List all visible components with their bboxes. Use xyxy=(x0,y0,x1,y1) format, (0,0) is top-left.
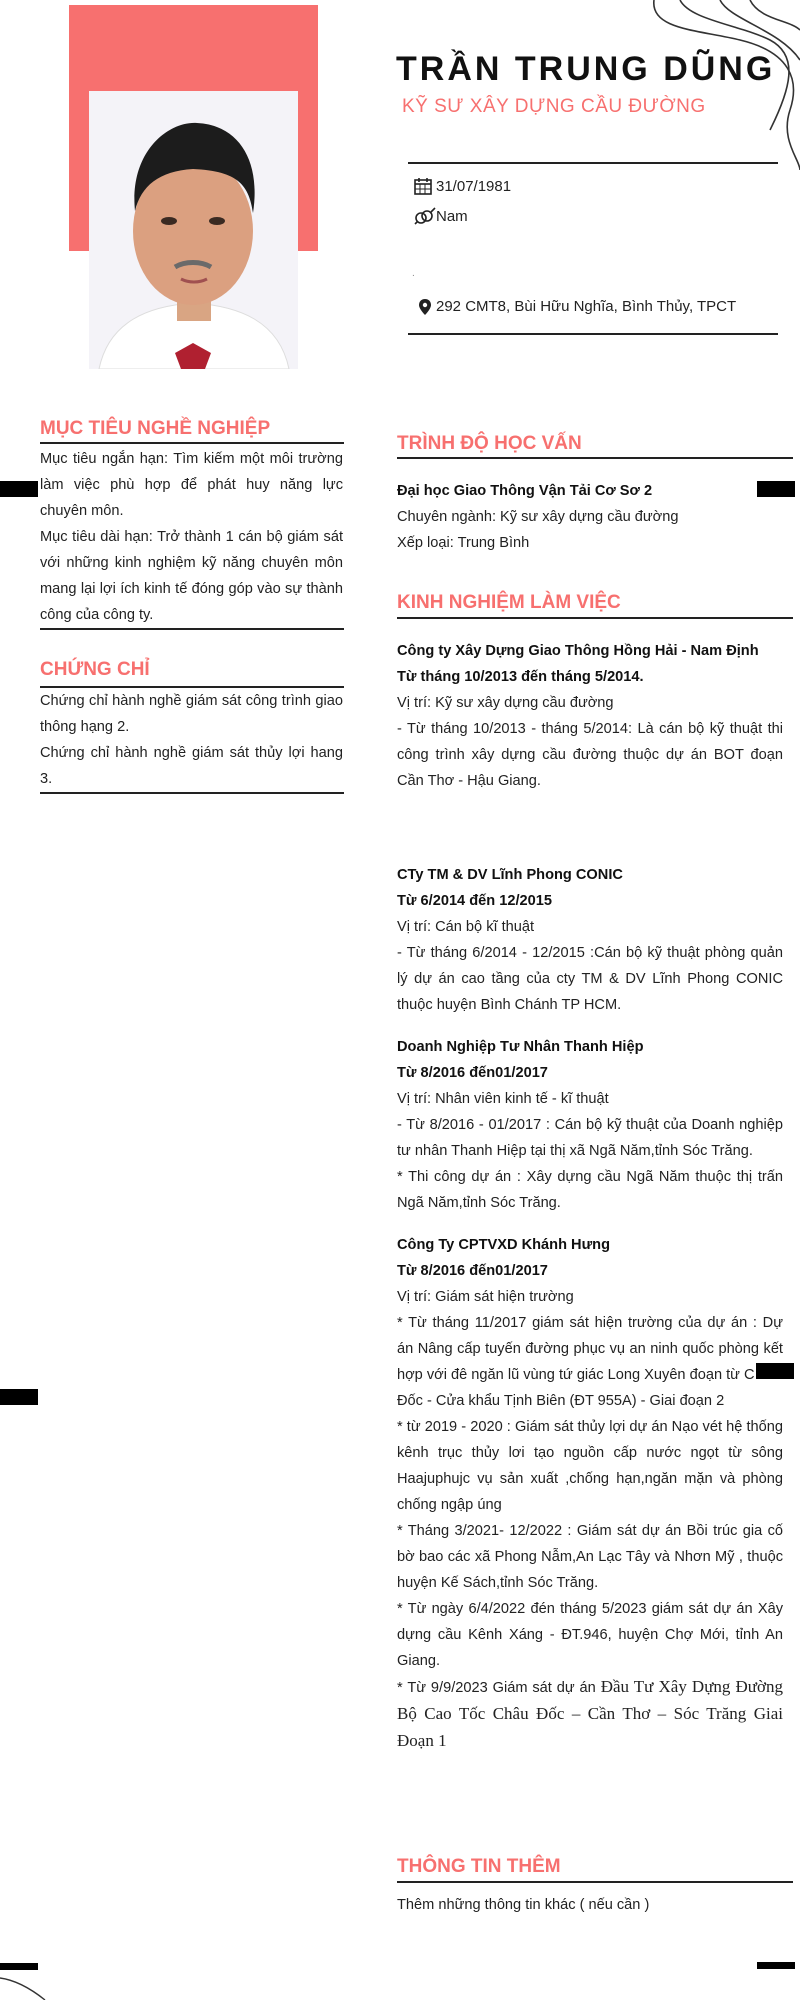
job-line: Vị trí: Kỹ sư xây dựng cầu đường xyxy=(397,695,614,711)
gender: Nam xyxy=(436,208,468,225)
education-rank: Xếp loại: Trung Bình xyxy=(397,535,530,551)
certificates-list xyxy=(40,688,343,792)
objective-text xyxy=(40,446,343,628)
job-line: * Từ tháng 11/2017 giám sát hiện trường của dự án : Dự án Nâng cấp tuyến đường phục vụ an ninh quốc phòng kết hợp với đê ngăn lũ vùng tứ giác Long Xuyên đoạn từ C xyxy=(397,1315,783,1383)
redaction-bar xyxy=(0,1963,38,1970)
objective-divider-top xyxy=(40,442,344,444)
job-entry-1 xyxy=(397,638,783,794)
job-line: * Từ ngày 6/4/2022 đén tháng 5/2023 giám sát dự án Xây dựng cầu Kênh Xáng - ĐT.946, huyện Chợ Mới, tỉnh An Giang. xyxy=(397,1601,783,1669)
job-company: CTy TM & DV Lĩnh Phong CONIC xyxy=(397,867,623,883)
job-period: Từ 6/2014 đến 12/2015 xyxy=(397,893,552,909)
job-line: Đốc - Cửa khẩu Tịnh Biên (ĐT 955A) - Giai đoạn 2 xyxy=(397,1393,725,1409)
education-major: Chuyên ngành: Kỹ sư xây dựng cầu đường xyxy=(397,509,679,525)
job-period: Từ 8/2016 đến01/2017 xyxy=(397,1065,548,1081)
education-block xyxy=(397,478,783,556)
objective-long-term: Mục tiêu dài hạn: Trở thành 1 cán bộ giám sát với những kinh nghiệm kỹ năng chuyên môn mang lại lợi ích kinh tế đóng góp vào sự thành công của công ty. xyxy=(40,529,343,623)
redaction-bar xyxy=(757,481,795,497)
person-portrait-icon xyxy=(89,91,298,369)
address: 292 CMT8, Bùi Hữu Nghĩa, Bình Thủy, TPCT xyxy=(436,298,737,315)
redaction-bar xyxy=(0,1389,38,1405)
gender-icon xyxy=(414,207,436,225)
extra-text: Thêm những thông tin khác ( nếu cần ) xyxy=(397,1897,650,1913)
education-school: Đại học Giao Thông Vận Tải Cơ Sơ 2 xyxy=(397,483,653,499)
job-line: * Thi công dự án : Xây dựng cầu Ngã Năm thuộc thị trấn Ngã Năm,tỉnh Sóc Trăng. xyxy=(397,1169,783,1211)
header-divider-bottom xyxy=(408,333,778,335)
certificate-item: Chứng chỉ hành nghề giám sát công trình giao thông hạng 2. xyxy=(40,693,343,735)
map-pin-icon xyxy=(418,298,432,316)
job-line: Vị trí: Cán bộ kĩ thuật xyxy=(397,919,535,935)
redaction-bar xyxy=(756,1363,794,1379)
birthdate: 31/07/1981 xyxy=(436,178,512,195)
extra-divider xyxy=(397,1881,793,1883)
job-line: * Tháng 3/2021- 12/2022 : Giám sát dự án Bồi trúc gia cố bờ bao các xã Phong Nẫm,An Lạc Tây và Nhơn Mỹ , thuộc huyện Kế Sách,tỉnh Sóc Trăng. xyxy=(397,1523,783,1591)
job-line: - Từ 8/2016 - 01/2017 : Cán bộ kỹ thuật của Doanh nghiệp tư nhân Thanh Hiệp tại thị xã Ngã Năm,tỉnh Sóc Trăng. xyxy=(397,1117,783,1159)
experience-heading: KINH NGHIỆM LÀM VIỆC xyxy=(397,592,621,613)
job-line: * từ 2019 - 2020 : Giám sát thủy lợi dự án Nạo vét hệ thống kênh trục thủy lơi tạo nguồn cấp nước ngọt từ sông Haajuphujc vụ sản xuất ,chống hạn,ngăn mặn và phòng chống ngập úng xyxy=(397,1419,783,1513)
objective-short-term: Mục tiêu ngắn hạn: Tìm kiếm một môi trường làm việc phù hợp để phát huy năng lực chuyên môn. xyxy=(40,451,343,519)
job-line: Vị trí: Nhân viên kinh tế - kĩ thuật xyxy=(397,1091,609,1107)
job-line xyxy=(397,1674,783,1755)
job-period: Từ 8/2016 đến01/2017 xyxy=(397,1263,548,1279)
redaction-bar xyxy=(757,1962,795,1969)
job-line-start: * Từ 9/9/2023 Giám sát dự án xyxy=(397,1680,601,1696)
certificates-heading: CHỨNG CHỈ xyxy=(40,659,150,680)
calendar-icon xyxy=(414,177,432,195)
objective-divider-bottom xyxy=(40,628,344,630)
contact-dot: . xyxy=(412,268,415,279)
job-entry-2 xyxy=(397,862,783,1018)
job-line-project: Đầu Tư Xây Dựng Đường Bộ Cao Tốc Châu Đốc – Cần Thơ – Sóc Trăng Giai Đoạn 1 xyxy=(397,1677,783,1750)
corner-decoration-bottom xyxy=(0,1970,60,2000)
job-period: Từ tháng 10/2013 đến tháng 5/2014. xyxy=(397,669,644,685)
experience-divider xyxy=(397,617,793,619)
candidate-title: KỸ SƯ XÂY DỰNG CẦU ĐƯỜNG xyxy=(402,96,706,117)
job-company: Công Ty CPTVXD Khánh Hưng xyxy=(397,1237,610,1253)
job-entry-4 xyxy=(397,1232,783,1755)
candidate-name: TRẦN TRUNG DŨNG xyxy=(396,50,776,88)
job-line: Vị trí: Giám sát hiện trường xyxy=(397,1289,574,1305)
job-company: Doanh Nghiệp Tư Nhân Thanh Hiệp xyxy=(397,1039,644,1055)
extra-heading: THÔNG TIN THÊM xyxy=(397,1856,561,1877)
header-divider-top xyxy=(408,162,778,164)
certificates-divider-bottom xyxy=(40,792,344,794)
redaction-bar xyxy=(0,481,38,497)
certificate-item: Chứng chỉ hành nghề giám sát thủy lợi hang 3. xyxy=(40,745,343,787)
education-divider xyxy=(397,457,793,459)
job-company: Công ty Xây Dựng Giao Thông Hồng Hải - Nam Định xyxy=(397,643,759,659)
profile-photo xyxy=(89,91,298,369)
job-entry-3 xyxy=(397,1034,783,1216)
job-line: - Từ tháng 10/2013 - tháng 5/2014: Là cán bộ kỹ thuật thi công trình xây dựng cầu đường thuộc dự án BOT đoạn Cần Thơ - Hậu Giang. xyxy=(397,721,783,789)
education-heading: TRÌNH ĐỘ HỌC VẤN xyxy=(397,433,582,454)
objective-heading: MỤC TIÊU NGHỀ NGHIỆP xyxy=(40,418,271,439)
job-line: - Từ tháng 6/2014 - 12/2015 :Cán bộ kỹ thuật phòng quản lý dự án cao tầng của cty TM & DV Lĩnh Phong CONIC thuộc huyện Bình Chánh TP HCM. xyxy=(397,945,783,1013)
